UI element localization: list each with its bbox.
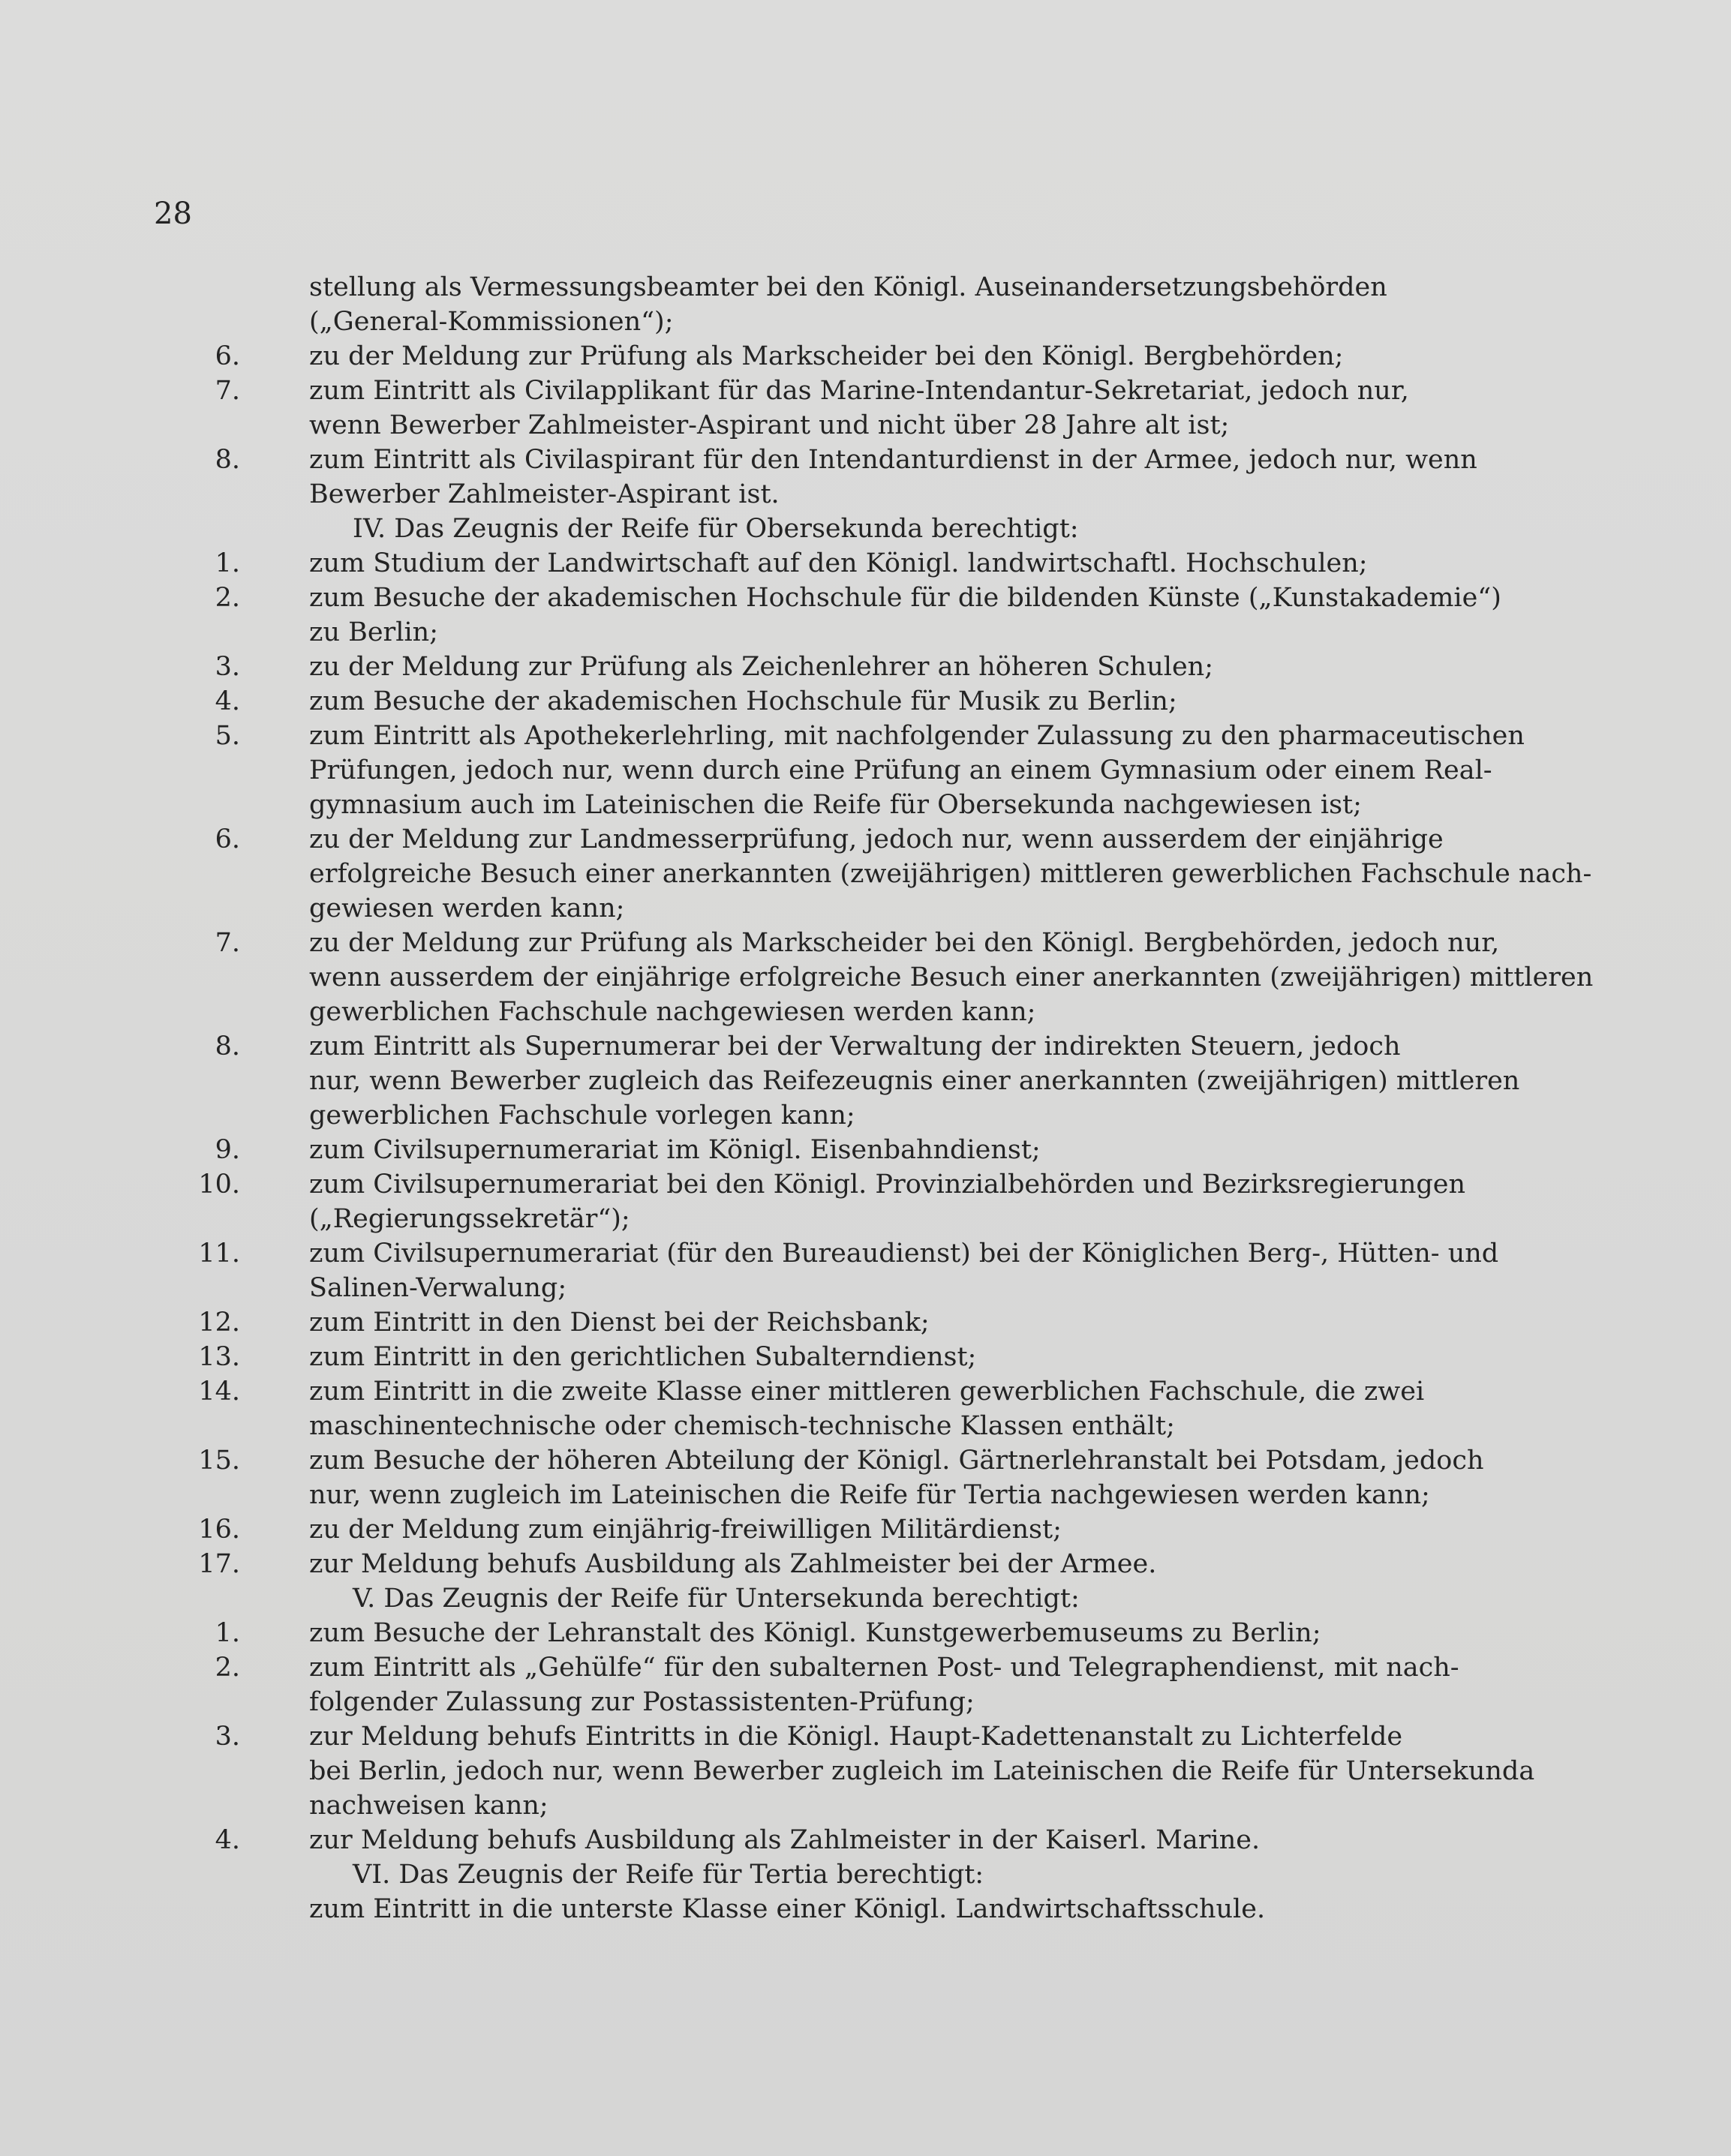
item-number: 8. [215,445,240,475]
line-text: nur, wenn zugleich im Lateinischen die Reife für Tertia nachgewiesen werden kann; [309,1480,1430,1510]
item-number [173,857,240,891]
line-text: zu der Meldung zur Prüfung als Zeichenlehrer an höheren Schulen; [309,652,1214,682]
item-number: 1. [215,548,240,578]
item-number [173,1478,240,1512]
text-line [173,1788,1613,1823]
item-number: 5. [215,721,240,751]
line-text: („Regierungssekretär“); [309,1204,630,1234]
text-line [173,1547,1613,1581]
item-number [173,408,240,443]
text-line [173,1823,1613,1857]
item-number: 2. [215,1653,240,1683]
text-line [173,1478,1613,1512]
item-number: 7. [215,376,240,406]
line-text: IV. Das Zeugnis der Reife für Obersekunda berechtigt: [353,514,1079,544]
section-heading [173,1857,1613,1892]
line-text: zum Civilsupernumerariat bei den Königl. Provinzialbehörden und Bezirksregierungen [309,1170,1466,1200]
text-line [173,1340,1613,1374]
text-line [173,719,1613,753]
line-text: zum Eintritt in die unterste Klasse einer Königl. Landwirtschaftsschule. [309,1894,1266,1924]
line-text: („General-Kommissionen“); [309,307,674,337]
text-line [173,1374,1613,1409]
text-line [173,305,1613,339]
item-number [173,270,240,305]
item-number [173,1409,240,1443]
line-text: V. Das Zeugnis der Reife für Untersekunda berechtigt: [353,1584,1080,1614]
item-number: 6. [215,824,240,854]
line-text: zum Civilsupernumerariat (für den Bureaudienst) bei der Königlichen Berg-, Hütten- und [309,1239,1499,1269]
text-line [173,1512,1613,1547]
text-line [173,960,1613,995]
line-text: bei Berlin, jedoch nur, wenn Bewerber zugleich im Lateinischen die Reife für Untersekunda [309,1756,1535,1786]
item-number [173,1754,240,1788]
text-line [173,1650,1613,1685]
page-number: 28 [154,197,192,231]
item-number [173,1064,240,1098]
line-text: zur Meldung behufs Eintritts in die Königl. Haupt-Kadettenanstalt zu Lichterfelde [309,1722,1403,1752]
text-line [173,995,1613,1029]
section-heading [173,1581,1613,1616]
item-number: 15. [198,1446,240,1476]
text-line [173,1133,1613,1167]
text-line [173,1167,1613,1202]
line-text: zur Meldung behufs Ausbildung als Zahlmeister bei der Armee. [309,1549,1157,1579]
line-text: zum Besuche der höheren Abteilung der Königl. Gärtnerlehranstalt bei Potsdam, jedoch [309,1446,1484,1476]
line-text: zum Besuche der Lehranstalt des Königl. Kunstgewerbemuseums zu Berlin; [309,1618,1321,1648]
item-number: 4. [215,686,240,716]
line-text: wenn ausserdem der einjährige erfolgreiche Besuch einer anerkannten (zweijährigen) mittleren [309,962,1594,992]
item-number: 4. [215,1825,240,1855]
text-line [173,891,1613,926]
text-line [173,270,1613,305]
text-line [173,926,1613,960]
line-text: zum Eintritt als „Gehülfe“ für den subalternen Post- und Telegraphendienst, mit nach- [309,1653,1459,1683]
item-number [173,615,240,650]
text-line [173,1719,1613,1754]
item-number [173,305,240,339]
item-number: 3. [215,652,240,682]
line-text: gymnasium auch im Lateinischen die Reife für Obersekunda nachgewiesen ist; [309,790,1362,820]
line-text: zur Meldung behufs Ausbildung als Zahlmeister in der Kaiserl. Marine. [309,1825,1261,1855]
text-line [173,408,1613,443]
line-text: nur, wenn Bewerber zugleich das Reifezeugnis einer anerkannten (zweijährigen) mittleren [309,1066,1520,1096]
text-line [173,477,1613,512]
text-line [173,546,1613,581]
item-number [173,512,240,546]
item-number: 8. [215,1031,240,1061]
item-number [173,1202,240,1236]
text-line [173,857,1613,891]
line-text: Salinen-Verwalung; [309,1273,567,1303]
line-text: zu der Meldung zur Prüfung als Markscheider bei den Königl. Bergbehörden, jedoch nur, [309,928,1500,958]
text-line [173,1236,1613,1271]
item-number [173,1892,240,1926]
text-line [173,1202,1613,1236]
line-text: gewiesen werden kann; [309,893,625,923]
text-line [173,1064,1613,1098]
text-line [173,1443,1613,1478]
item-number [173,891,240,926]
item-number [173,1788,240,1823]
item-number: 12. [198,1308,240,1338]
item-number: 2. [215,583,240,613]
item-number: 17. [198,1549,240,1579]
section-heading [173,512,1613,546]
line-text: zum Besuche der akademischen Hochschule für Musik zu Berlin; [309,686,1177,716]
text-line [173,1616,1613,1650]
line-text: gewerblichen Fachschule vorlegen kann; [309,1101,855,1131]
line-text: zum Studium der Landwirtschaft auf den Königl. landwirtschaftl. Hochschulen; [309,548,1368,578]
line-text: wenn Bewerber Zahlmeister-Aspirant und nicht über 28 Jahre alt ist; [309,410,1230,440]
text-line [173,822,1613,857]
line-text: zu Berlin; [309,617,438,647]
text-line [173,1271,1613,1305]
line-text: VI. Das Zeugnis der Reife für Tertia berechtigt: [353,1860,984,1890]
line-text: zum Eintritt als Civilaspirant für den Intendanturdienst in der Armee, jedoch nur, wenn [309,445,1477,475]
item-number [173,753,240,788]
line-text: zum Eintritt in den gerichtlichen Subalterndienst; [309,1342,977,1372]
item-number [173,995,240,1029]
text-line [173,615,1613,650]
text-line [173,753,1613,788]
item-number [173,1581,240,1616]
line-text: maschinentechnische oder chemisch-technische Klassen enthält; [309,1411,1175,1441]
line-text: zum Eintritt als Supernumerar bei der Verwaltung der indirekten Steuern, jedoch [309,1031,1401,1061]
line-text: zum Besuche der akademischen Hochschule für die bildenden Künste („Kunstakademie“) [309,583,1501,613]
line-text: stellung als Vermessungsbeamter bei den Königl. Auseinandersetzungsbehörden [309,272,1387,302]
document-body [173,270,1613,1926]
item-number: 6. [215,341,240,371]
item-number [173,788,240,822]
item-number [173,477,240,512]
line-text: erfolgreiche Besuch einer anerkannten (zweijährigen) mittleren gewerblichen Fachschule nach- [309,859,1592,889]
line-text: gewerblichen Fachschule nachgewiesen werden kann; [309,997,1036,1027]
line-text: zum Eintritt als Civilapplikant für das Marine-Intendantur-Sekretariat, jedoch nur, [309,376,1409,406]
text-line [173,1685,1613,1719]
item-number [173,960,240,995]
item-number [173,1098,240,1133]
item-number: 10. [198,1170,240,1200]
text-line [173,1029,1613,1064]
text-line [173,374,1613,408]
text-line [173,1305,1613,1340]
line-text: Prüfungen, jedoch nur, wenn durch eine Prüfung an einem Gymnasium oder einem Real- [309,755,1492,785]
item-number: 14. [198,1377,240,1407]
line-text: folgender Zulassung zur Postassistenten-Prüfung; [309,1687,975,1717]
line-text: Bewerber Zahlmeister-Aspirant ist. [309,479,780,509]
text-line [173,1754,1613,1788]
item-number [173,1685,240,1719]
line-text: zum Eintritt in den Dienst bei der Reichsbank; [309,1308,930,1338]
line-text: zum Civilsupernumerariat im Königl. Eisenbahndienst; [309,1135,1041,1165]
item-number [173,1271,240,1305]
text-line [173,684,1613,719]
text-line [173,339,1613,374]
line-text: zu der Meldung zum einjährig-freiwilligen Militärdienst; [309,1515,1062,1545]
item-number: 7. [215,928,240,958]
item-number: 3. [215,1722,240,1752]
item-number: 16. [198,1515,240,1545]
item-number [173,1857,240,1892]
line-text: nachweisen kann; [309,1791,548,1821]
line-text: zum Eintritt in die zweite Klasse einer mittleren gewerblichen Fachschule, die zwei [309,1377,1425,1407]
text-line [173,788,1613,822]
line-text: zu der Meldung zur Prüfung als Markscheider bei den Königl. Bergbehörden; [309,341,1344,371]
line-text: zu der Meldung zur Landmesserprüfung, jedoch nur, wenn ausserdem der einjährige [309,824,1444,854]
line-text: zum Eintritt als Apothekerlehrling, mit nachfolgender Zulassung zu den pharmaceutischen [309,721,1525,751]
text-line [173,650,1613,684]
text-line [173,443,1613,477]
item-number: 9. [215,1135,240,1165]
item-number: 11. [198,1239,240,1269]
text-line [173,1892,1613,1926]
text-line [173,1409,1613,1443]
text-line [173,581,1613,615]
text-line [173,1098,1613,1133]
item-number: 13. [198,1342,240,1372]
item-number: 1. [215,1618,240,1648]
